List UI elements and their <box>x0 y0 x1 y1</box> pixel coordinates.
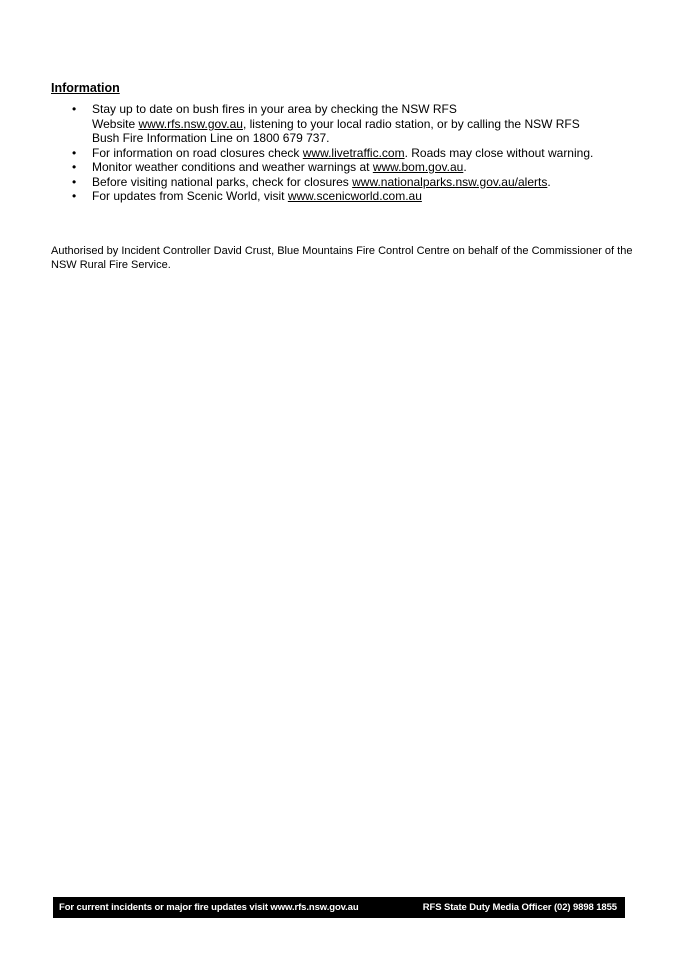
authorisation-statement: Authorised by Incident Controller David Crust, Blue Mountains Fire Control Centre on behalf of the Commissioner of the NSW Rural Fire Service. <box>51 245 633 271</box>
list-item-text: For updates from Scenic World, visit <box>92 189 288 203</box>
list-item-scenic-world <box>51 189 641 204</box>
bom-link[interactable]: www.bom.gov.au <box>372 160 464 174</box>
livetraffic-link[interactable]: www.livetraffic.com <box>302 145 405 160</box>
list-item-text: . Roads may close without warning. <box>404 145 594 160</box>
list-item-text: Monitor weather conditions and weather warnings at <box>92 160 373 174</box>
list-item-text: For information on road closures check <box>92 145 303 160</box>
list-item-text: Stay up to date on bush fires in your area by checking the NSW RFS <box>92 102 457 116</box>
list-item-text: , listening to your local radio station, or by calling the NSW RFS <box>242 116 580 131</box>
list-item-national-parks <box>51 175 641 190</box>
footer-media-officer-text: RFS State Duty Media Officer (02) 9898 1855 <box>422 902 617 913</box>
footer-incidents-text: For current incidents or major fire updates visit www.rfs.nsw.gov.au <box>59 902 359 913</box>
nationalparks-link[interactable]: www.nationalparks.nsw.gov.au/alerts <box>352 174 548 189</box>
rfs-website-link[interactable]: www.rfs.nsw.gov.au <box>138 116 243 131</box>
list-item-text: Bush Fire Information Line on 1800 679 737. <box>92 131 330 145</box>
bullet-icon: • <box>72 145 77 160</box>
list-item-road-closures <box>51 146 641 161</box>
bullet-icon: • <box>72 174 77 189</box>
bullet-icon: • <box>72 160 77 174</box>
list-item-text: . <box>463 160 467 174</box>
bullet-icon: • <box>72 102 77 116</box>
list-item-rfs <box>51 102 641 146</box>
section-heading-information: Information <box>51 81 120 95</box>
list-item-text: Before visiting national parks, check for closures <box>92 174 353 189</box>
information-list <box>51 102 641 204</box>
footer-bar <box>53 897 625 918</box>
bullet-icon: • <box>72 189 77 203</box>
scenicworld-link[interactable]: www.scenicworld.com.au <box>287 189 422 203</box>
list-item-text: . <box>547 174 551 189</box>
list-item-text: Website <box>92 116 139 131</box>
list-item-weather <box>51 160 641 175</box>
